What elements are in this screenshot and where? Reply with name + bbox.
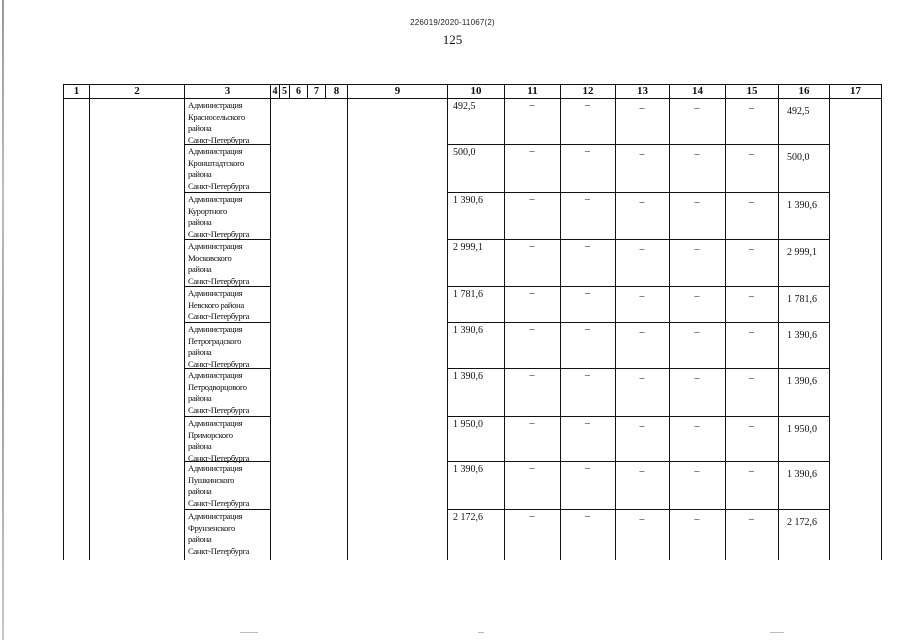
organization-name-line: Санкт-Петербурга <box>188 180 250 191</box>
cell-col15-dash: – <box>749 373 754 384</box>
organization-name-cell <box>184 322 270 368</box>
cell-col14-dash: – <box>694 149 700 160</box>
table-row <box>63 239 881 286</box>
organization-name-line: Администрация <box>188 463 243 473</box>
cell-col15-dash: – <box>749 149 754 160</box>
organization-name-cell <box>184 461 270 509</box>
table-row <box>63 192 881 239</box>
organization-name-line: района <box>188 441 212 452</box>
column-header-1: 1 <box>64 85 90 98</box>
cell-col16-value: 492,5 <box>787 106 810 117</box>
organization-name-line: Администрация <box>188 146 243 156</box>
column-header-16: 16 <box>779 85 830 98</box>
organization-name-line: Санкт-Петербурга <box>188 497 250 508</box>
cell-col12-dash: – <box>585 194 590 205</box>
organization-name-line: Невского района <box>188 299 244 310</box>
organization-name-line: Санкт-Петербурга <box>188 358 250 369</box>
organization-name-cell <box>184 98 270 144</box>
cell-col13-dash: – <box>639 373 645 384</box>
organization-name-line: района <box>188 169 212 180</box>
cell-col11-dash: – <box>529 370 535 381</box>
column-header-11: 11 <box>505 85 561 98</box>
organization-name-cell <box>184 144 270 192</box>
organization-name-cell <box>184 368 270 416</box>
organization-name-line: Пушкинского <box>188 474 235 485</box>
column-header-15: 15 <box>726 85 779 98</box>
column-header-7: 7 <box>308 85 326 98</box>
cell-col16-value: 1 390,6 <box>787 330 817 341</box>
cell-col11-dash: – <box>529 463 535 474</box>
cell-col13-dash: – <box>639 103 645 114</box>
cell-col14-dash: – <box>694 103 700 114</box>
cell-col11-dash: – <box>529 100 535 111</box>
organization-name-line: Красносельского <box>188 111 245 122</box>
organization-name-line: района <box>188 393 212 404</box>
column-header-17: 17 <box>830 85 882 98</box>
cell-col11-dash: – <box>529 146 535 157</box>
column-header-2: 2 <box>90 85 185 98</box>
table-row <box>63 368 881 416</box>
cell-col13-dash: – <box>639 149 645 160</box>
organization-name-line: Санкт-Петербурга <box>188 275 250 286</box>
organization-name-cell <box>184 416 270 461</box>
organization-name-line: Санкт-Петербурга <box>188 404 250 415</box>
organization-name-line: Петроградского <box>188 335 242 346</box>
column-header-12: 12 <box>561 85 616 98</box>
organization-name-line: Московского <box>188 252 232 263</box>
organization-name-line: Санкт-Петербурга <box>188 134 250 145</box>
cell-col11-dash: – <box>529 288 535 299</box>
table-row <box>63 286 881 322</box>
organization-name-cell <box>184 192 270 239</box>
column-header-14: 14 <box>670 85 726 98</box>
document-id: 226019/2020-11067(2) <box>410 18 495 27</box>
table-row <box>63 98 881 144</box>
column-header-4: 4 <box>271 85 280 98</box>
cell-col13-dash: – <box>639 421 645 432</box>
cell-col11-dash: – <box>529 241 535 252</box>
organization-name-line: Санкт-Петербурга <box>188 311 250 322</box>
cell-col12-dash: – <box>585 146 590 157</box>
organization-name-line: Администрация <box>188 194 243 204</box>
cell-col10-value: 500,0 <box>453 147 476 158</box>
cell-col12-dash: – <box>585 288 590 299</box>
column-header-10: 10 <box>448 85 505 98</box>
column-header-3: 3 <box>185 85 271 98</box>
organization-name-line: района <box>188 264 212 275</box>
scan-edge-shadow <box>2 0 4 640</box>
organization-name-line: Петродворцового <box>188 381 247 392</box>
organization-name-line: Администрация <box>188 511 243 521</box>
cell-col10-value: 1 390,6 <box>453 371 483 382</box>
cell-col11-dash: – <box>529 324 535 335</box>
cell-col14-dash: – <box>694 244 700 255</box>
organization-name-line: района <box>188 123 212 134</box>
table-row <box>63 416 881 461</box>
scan-artifact <box>478 632 484 633</box>
cell-col11-dash: – <box>529 511 535 522</box>
cell-col15-dash: – <box>749 244 754 255</box>
cell-col10-value: 1 781,6 <box>453 289 483 300</box>
cell-col14-dash: – <box>694 421 700 432</box>
scan-artifact <box>240 632 258 633</box>
organization-name-line: Администрация <box>188 288 243 298</box>
organization-name-line: Санкт-Петербурга <box>188 545 250 556</box>
cell-col16-value: 1 390,6 <box>787 376 817 387</box>
cell-col10-value: 1 390,6 <box>453 195 483 206</box>
cell-col10-value: 492,5 <box>453 101 476 112</box>
table-row <box>63 461 881 509</box>
column-header-9: 9 <box>348 85 448 98</box>
organization-name-line: Санкт-Петербурга <box>188 228 250 239</box>
cell-col15-dash: – <box>749 327 754 338</box>
organization-name-line: Курортного <box>188 205 227 216</box>
cell-col12-dash: – <box>585 241 590 252</box>
page-number: 125 <box>442 32 463 47</box>
organization-name-line: района <box>188 217 212 228</box>
column-header-13: 13 <box>616 85 670 98</box>
organization-name-cell <box>184 286 270 322</box>
organization-name-line: Администрация <box>188 241 243 251</box>
column-header-8: 8 <box>326 85 348 98</box>
cell-col16-value: 1 390,6 <box>787 200 817 211</box>
cell-col11-dash: – <box>529 418 535 429</box>
cell-col10-value: 1 390,6 <box>453 325 483 336</box>
cell-col14-dash: – <box>694 291 700 302</box>
table-row <box>63 144 881 192</box>
table-vertical-rule <box>881 98 882 560</box>
table-header-row <box>63 84 882 99</box>
cell-col12-dash: – <box>585 511 590 522</box>
cell-col16-value: 2 172,6 <box>787 517 817 528</box>
organization-name-line: Санкт-Петербурга <box>188 452 250 463</box>
table-body <box>63 98 881 560</box>
cell-col12-dash: – <box>585 370 590 381</box>
organization-name-line: Администрация <box>188 324 243 334</box>
column-header-5: 5 <box>280 85 290 98</box>
cell-col15-dash: – <box>749 103 754 114</box>
cell-col16-value: 2 999,1 <box>787 247 817 258</box>
cell-col10-value: 1 950,0 <box>453 419 483 430</box>
cell-col15-dash: – <box>749 421 754 432</box>
organization-name-line: Администрация <box>188 370 243 380</box>
cell-col15-dash: – <box>749 466 754 477</box>
column-header-6: 6 <box>290 85 308 98</box>
cell-col16-value: 1 781,6 <box>787 294 817 305</box>
cell-col13-dash: – <box>639 327 645 338</box>
cell-col14-dash: – <box>694 466 700 477</box>
cell-col10-value: 2 999,1 <box>453 242 483 253</box>
cell-col13-dash: – <box>639 197 645 208</box>
cell-col15-dash: – <box>749 291 754 302</box>
organization-name-line: района <box>188 486 212 497</box>
cell-col14-dash: – <box>694 373 700 384</box>
cell-col11-dash: – <box>529 194 535 205</box>
table-row <box>63 509 881 560</box>
cell-col16-value: 1 390,6 <box>787 469 817 480</box>
organization-name-line: Приморского <box>188 429 233 440</box>
cell-col14-dash: – <box>694 514 700 525</box>
organization-name-cell <box>184 509 270 560</box>
organization-name-cell <box>184 239 270 286</box>
cell-col10-value: 1 390,6 <box>453 464 483 475</box>
cell-col14-dash: – <box>694 197 700 208</box>
organization-name-line: Администрация <box>188 100 243 110</box>
cell-col16-value: 1 950,0 <box>787 424 817 435</box>
table-row <box>63 322 881 368</box>
cell-col15-dash: – <box>749 197 754 208</box>
cell-col13-dash: – <box>639 244 645 255</box>
organization-name-line: района <box>188 534 212 545</box>
organization-name-line: района <box>188 347 212 358</box>
cell-col13-dash: – <box>639 514 645 525</box>
organization-name-line: Администрация <box>188 418 243 428</box>
cell-col12-dash: – <box>585 463 590 474</box>
cell-col13-dash: – <box>639 466 645 477</box>
cell-col12-dash: – <box>585 100 590 111</box>
cell-col14-dash: – <box>694 327 700 338</box>
cell-col13-dash: – <box>639 291 645 302</box>
scan-artifact <box>770 632 784 633</box>
cell-col15-dash: – <box>749 514 754 525</box>
cell-col16-value: 500,0 <box>787 152 810 163</box>
organization-name-line: Фрунзенского <box>188 522 235 533</box>
organization-name-line: Кронштадтского <box>188 157 245 168</box>
cell-col10-value: 2 172,6 <box>453 512 483 523</box>
cell-col12-dash: – <box>585 324 590 335</box>
cell-col12-dash: – <box>585 418 590 429</box>
